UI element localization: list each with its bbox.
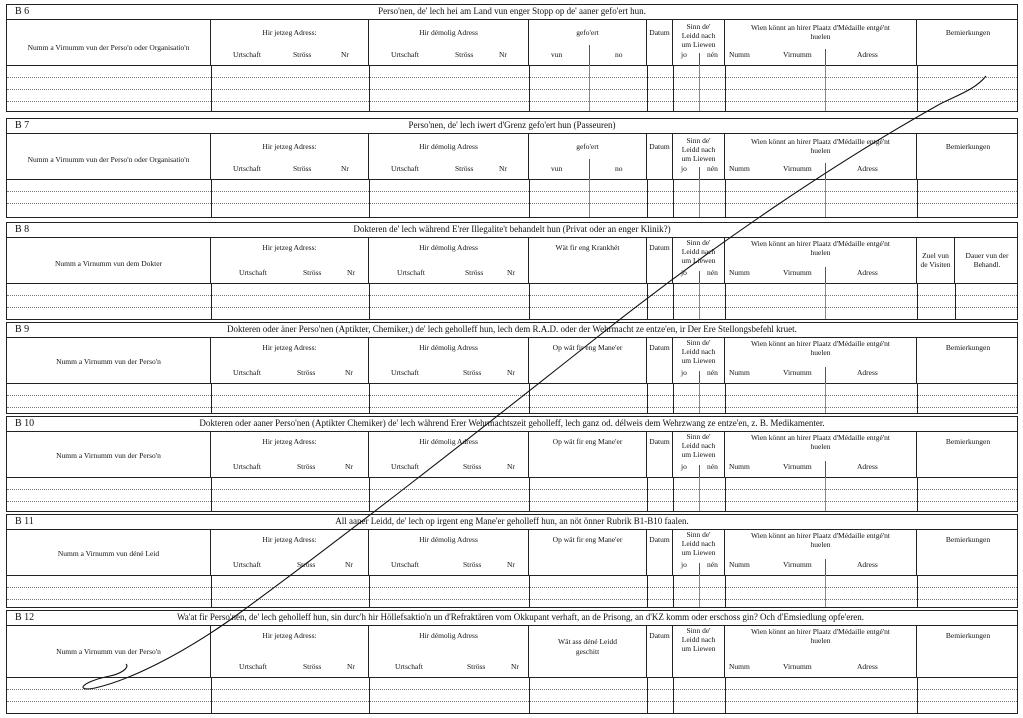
date-header: Datum [649,535,670,544]
yes-label: jo [681,268,687,277]
name-header: Numm a Virnumm vun der Perso'n oder Organisatio'n [27,155,190,164]
town-label: Urtschaft [391,560,419,569]
town-label: Urtschaft [233,164,261,173]
yes-label: jo [681,50,687,59]
current-address-header: Hir jetzeg Adress: [262,631,317,640]
firstname-label: Virnumm [783,368,812,377]
street-label: Ströss [293,50,312,59]
firstname-label: Virnumm [783,560,812,569]
remarks-header: Bemierkungen [945,437,991,446]
medal-header: Wien könnt an hirer Plaatz d'Médaille entgé'nt huelen [750,433,891,451]
group-header: gefo'ert [576,28,599,37]
current-address-header: Hir jetzeg Adress: [262,343,317,352]
nr-label: Nr [345,368,353,377]
entry-rows [7,575,1017,607]
from-label: vun [551,50,563,59]
no-label: nén [707,268,718,277]
nr-label: Nr [499,50,507,59]
street-label: Ströss [297,368,316,377]
section-header [7,417,1017,432]
column-headers [7,529,1017,576]
address-label: Adress [857,164,878,173]
entry-rows [7,677,1017,713]
address-label: Adress [857,662,878,671]
yes-label: jo [681,462,687,471]
address-label: Adress [857,50,878,59]
medal-header: Wien könnt an hirer Plaatz d'Médaille entgé'nt huelen [750,23,891,41]
entry-rows [7,383,1017,413]
column-headers [7,133,1017,180]
section-code: B 10 [15,418,35,429]
section-code: B 9 [15,324,30,335]
previous-address-header: Hir démolig Adress [419,535,478,544]
remarks-header: Bemierkungen [945,535,991,544]
street-label: Ströss [463,368,482,377]
section-header [7,223,1017,238]
manner-header: Op wät fir eng Mane'er [552,343,623,352]
alive-header: Sinn de' Leidd nach um Liewen [681,432,716,459]
alive-header: Sinn de' Leidd nach um Liewen [681,338,716,365]
column-headers [7,237,1017,284]
nr-label: Nr [341,50,349,59]
town-label: Urtschaft [233,50,261,59]
street-label: Ströss [463,560,482,569]
address-label: Adress [857,268,878,277]
town-label: Urtschaft [233,368,261,377]
town-label: Urtschaft [391,462,419,471]
date-header: Datum [649,142,670,151]
street-label: Ströss [455,164,474,173]
section-header [7,5,1017,20]
section-code: B 6 [15,6,30,17]
firstname-label: Virnumm [783,164,812,173]
firstname-label: Virnumm [783,462,812,471]
street-label: Ströss [297,462,316,471]
section-b9 [6,322,1018,414]
remarks-header: Bemierkungen [945,28,991,37]
street-label: Ströss [303,268,322,277]
current-address-header: Hir jetzeg Adress: [262,535,317,544]
alive-header: Sinn de' Leidd nach um Liewen [681,530,716,557]
date-header: Datum [649,28,670,37]
section-title: Dokteren oder äner Perso'nen (Aptikter, Chemiker,) de' lech geholleff hun, lech dem R.A.D. oder der Wehrmacht ze entze'en, ir Der Ere Stellongsbefehl kruet. [227,324,797,334]
no-label: nén [707,462,718,471]
section-title: Perso'nen, de' lech hei am Land vun enger Stopp op de' aaner gefo'ert hun. [378,6,646,16]
date-header: Datum [649,631,670,640]
surname-label: Numm [729,560,750,569]
nr-label: Nr [347,268,355,277]
alive-header: Sinn de' Leidd nach um Liewen [681,136,716,163]
address-label: Adress [857,368,878,377]
no-label: nén [707,368,718,377]
nr-label: Nr [345,462,353,471]
date-header: Datum [649,243,670,252]
surname-label: Numm [729,164,750,173]
section-b8 [6,222,1018,320]
surname-label: Numm [729,50,750,59]
surname-label: Numm [729,462,750,471]
town-label: Urtschaft [239,662,267,671]
alive-header: Sinn de' Leidd nach um Liewen [681,22,716,49]
column-headers [7,337,1017,384]
nr-label: Nr [507,560,515,569]
previous-address-header: Hir démolig Adress [419,343,478,352]
previous-address-header: Hir démolig Adress [419,437,478,446]
name-header: Numm a Virnumm vun der Perso'n [56,451,161,460]
illness-header: Wät fir eng Krankhét [555,243,620,252]
manner-header: Op wät fir eng Mane'er [552,535,623,544]
name-header: Numm a Virnumm vun dem Dokter [54,259,163,268]
section-header [7,611,1017,626]
street-label: Ströss [293,164,312,173]
happened-header: Wät ass déné Leidd geschitt [558,637,617,656]
street-label: Ströss [463,462,482,471]
medal-header: Wien könnt an hirer Plaatz d'Médaille entgé'nt huelen [750,339,891,357]
town-label: Urtschaft [233,462,261,471]
nr-label: Nr [345,560,353,569]
surname-label: Numm [729,368,750,377]
section-header [7,515,1017,530]
section-b11 [6,514,1018,608]
town-label: Urtschaft [397,268,425,277]
section-b7 [6,118,1018,218]
section-b10 [6,416,1018,512]
surname-label: Numm [729,662,750,671]
section-title: Dokteren de' lech während E'rer Illegalite't behandelt hun (Privat oder an enger Klinik?) [353,224,671,234]
previous-address-header: Hir démolig Adress [419,243,478,252]
to-label: no [615,164,623,173]
street-label: Ströss [465,268,484,277]
previous-address-header: Hir démolig Adress [419,142,478,151]
manner-header: Op wät fir eng Mane'er [552,437,623,446]
medal-header: Wien könnt an hirer Plaatz d'Médaille entgé'nt huelen [750,239,891,257]
entry-rows [7,179,1017,217]
name-header: Numm a Virnumm vun der Perso'n [56,647,161,656]
town-label: Urtschaft [391,368,419,377]
nr-label: Nr [507,268,515,277]
name-header: Numm a Virnumm vun déné Leid [57,549,160,558]
nr-label: Nr [499,164,507,173]
group-header: gefo'ert [576,142,599,151]
nr-label: Nr [511,662,519,671]
town-label: Urtschaft [391,164,419,173]
medal-header: Wien könnt an hirer Plaatz d'Médaille entgé'nt huelen [750,627,891,645]
street-label: Ströss [455,50,474,59]
column-headers [7,431,1017,478]
section-title: All aaner Leidd, de' lech op irgent eng Mane'er geholleff hun, an nöt önner Rubrik B1-B10 faalen. [335,516,689,526]
previous-address-header: Hir démolig Adress [419,28,478,37]
name-header: Numm a Virnumm vun der Perso'n oder Organisatio'n [27,43,190,52]
column-headers [7,625,1017,678]
town-label: Urtschaft [391,50,419,59]
no-label: nén [707,164,718,173]
entry-rows [7,65,1017,111]
visits-header: Zuel vun de Visiten [920,251,951,269]
no-label: nén [707,50,718,59]
no-label: nén [707,560,718,569]
name-header: Numm a Virnumm vun der Perso'n [56,357,161,366]
nr-label: Nr [347,662,355,671]
section-code: B 11 [15,516,34,527]
duration-header: Dauer vun der Behandl. [965,251,1009,269]
alive-header: Sinn de' Leidd nach um Liewen [681,626,716,653]
to-label: no [615,50,623,59]
section-code: B 7 [15,120,30,131]
medal-header: Wien könnt an hirer Plaatz d'Médaille entgé'nt huelen [750,531,891,549]
yes-label: jo [681,164,687,173]
previous-address-header: Hir démolig Adress [419,631,478,640]
nr-label: Nr [341,164,349,173]
town-label: Urtschaft [233,560,261,569]
date-header: Datum [649,343,670,352]
section-b12 [6,610,1018,714]
firstname-label: Virnumm [783,662,812,671]
alive-header: Sinn de' Leidd nach um Liewen [681,238,716,265]
address-label: Adress [857,560,878,569]
remarks-header: Bemierkungen [945,142,991,151]
nr-label: Nr [507,368,515,377]
current-address-header: Hir jetzeg Adress: [262,437,317,446]
from-label: vun [551,164,563,173]
section-code: B 12 [15,612,35,623]
current-address-header: Hir jetzeg Adress: [262,28,317,37]
entry-rows [7,477,1017,511]
town-label: Urtschaft [395,662,423,671]
remarks-header: Bemierkungen [945,631,991,640]
section-title: Wa'at fir Perso'nen, de' lech geholleff hun, sin durc'h hir Höllefsaktio'n un d'Refraktären vom Okkupant verhaft, an de Prisong, an d'KZ komm oder erschoss gin? Och d'Emsiedlung opfe'eren. [177,612,865,622]
firstname-label: Virnumm [783,50,812,59]
column-headers [7,19,1017,66]
section-header [7,323,1017,338]
firstname-label: Virnumm [783,268,812,277]
town-label: Urtschaft [239,268,267,277]
surname-label: Numm [729,268,750,277]
section-code: B 8 [15,224,30,235]
section-title: Dokteren oder aaner Perso'nen (Aptikter Chemiker) de' lech während Erer Wehrmachtszeit geholleff, lech ganz od. délweis dem Wehrzwang ze entze'en, z. B. Medikamenter. [199,418,825,428]
section-header [7,119,1017,134]
nr-label: Nr [507,462,515,471]
street-label: Ströss [303,662,322,671]
current-address-header: Hir jetzeg Adress: [262,243,317,252]
address-label: Adress [857,462,878,471]
current-address-header: Hir jetzeg Adress: [262,142,317,151]
entry-rows [7,283,1017,319]
section-title: Perso'nen, de' lech iwert d'Grenz gefo'ert hun (Passeuren) [408,120,616,130]
yes-label: jo [681,368,687,377]
remarks-header: Bemierkungen [945,343,991,352]
street-label: Ströss [467,662,486,671]
street-label: Ströss [297,560,316,569]
section-b6 [6,4,1018,112]
medal-header: Wien könnt an hirer Plaatz d'Médaille entgé'nt huelen [750,137,891,155]
date-header: Datum [649,437,670,446]
yes-label: jo [681,560,687,569]
